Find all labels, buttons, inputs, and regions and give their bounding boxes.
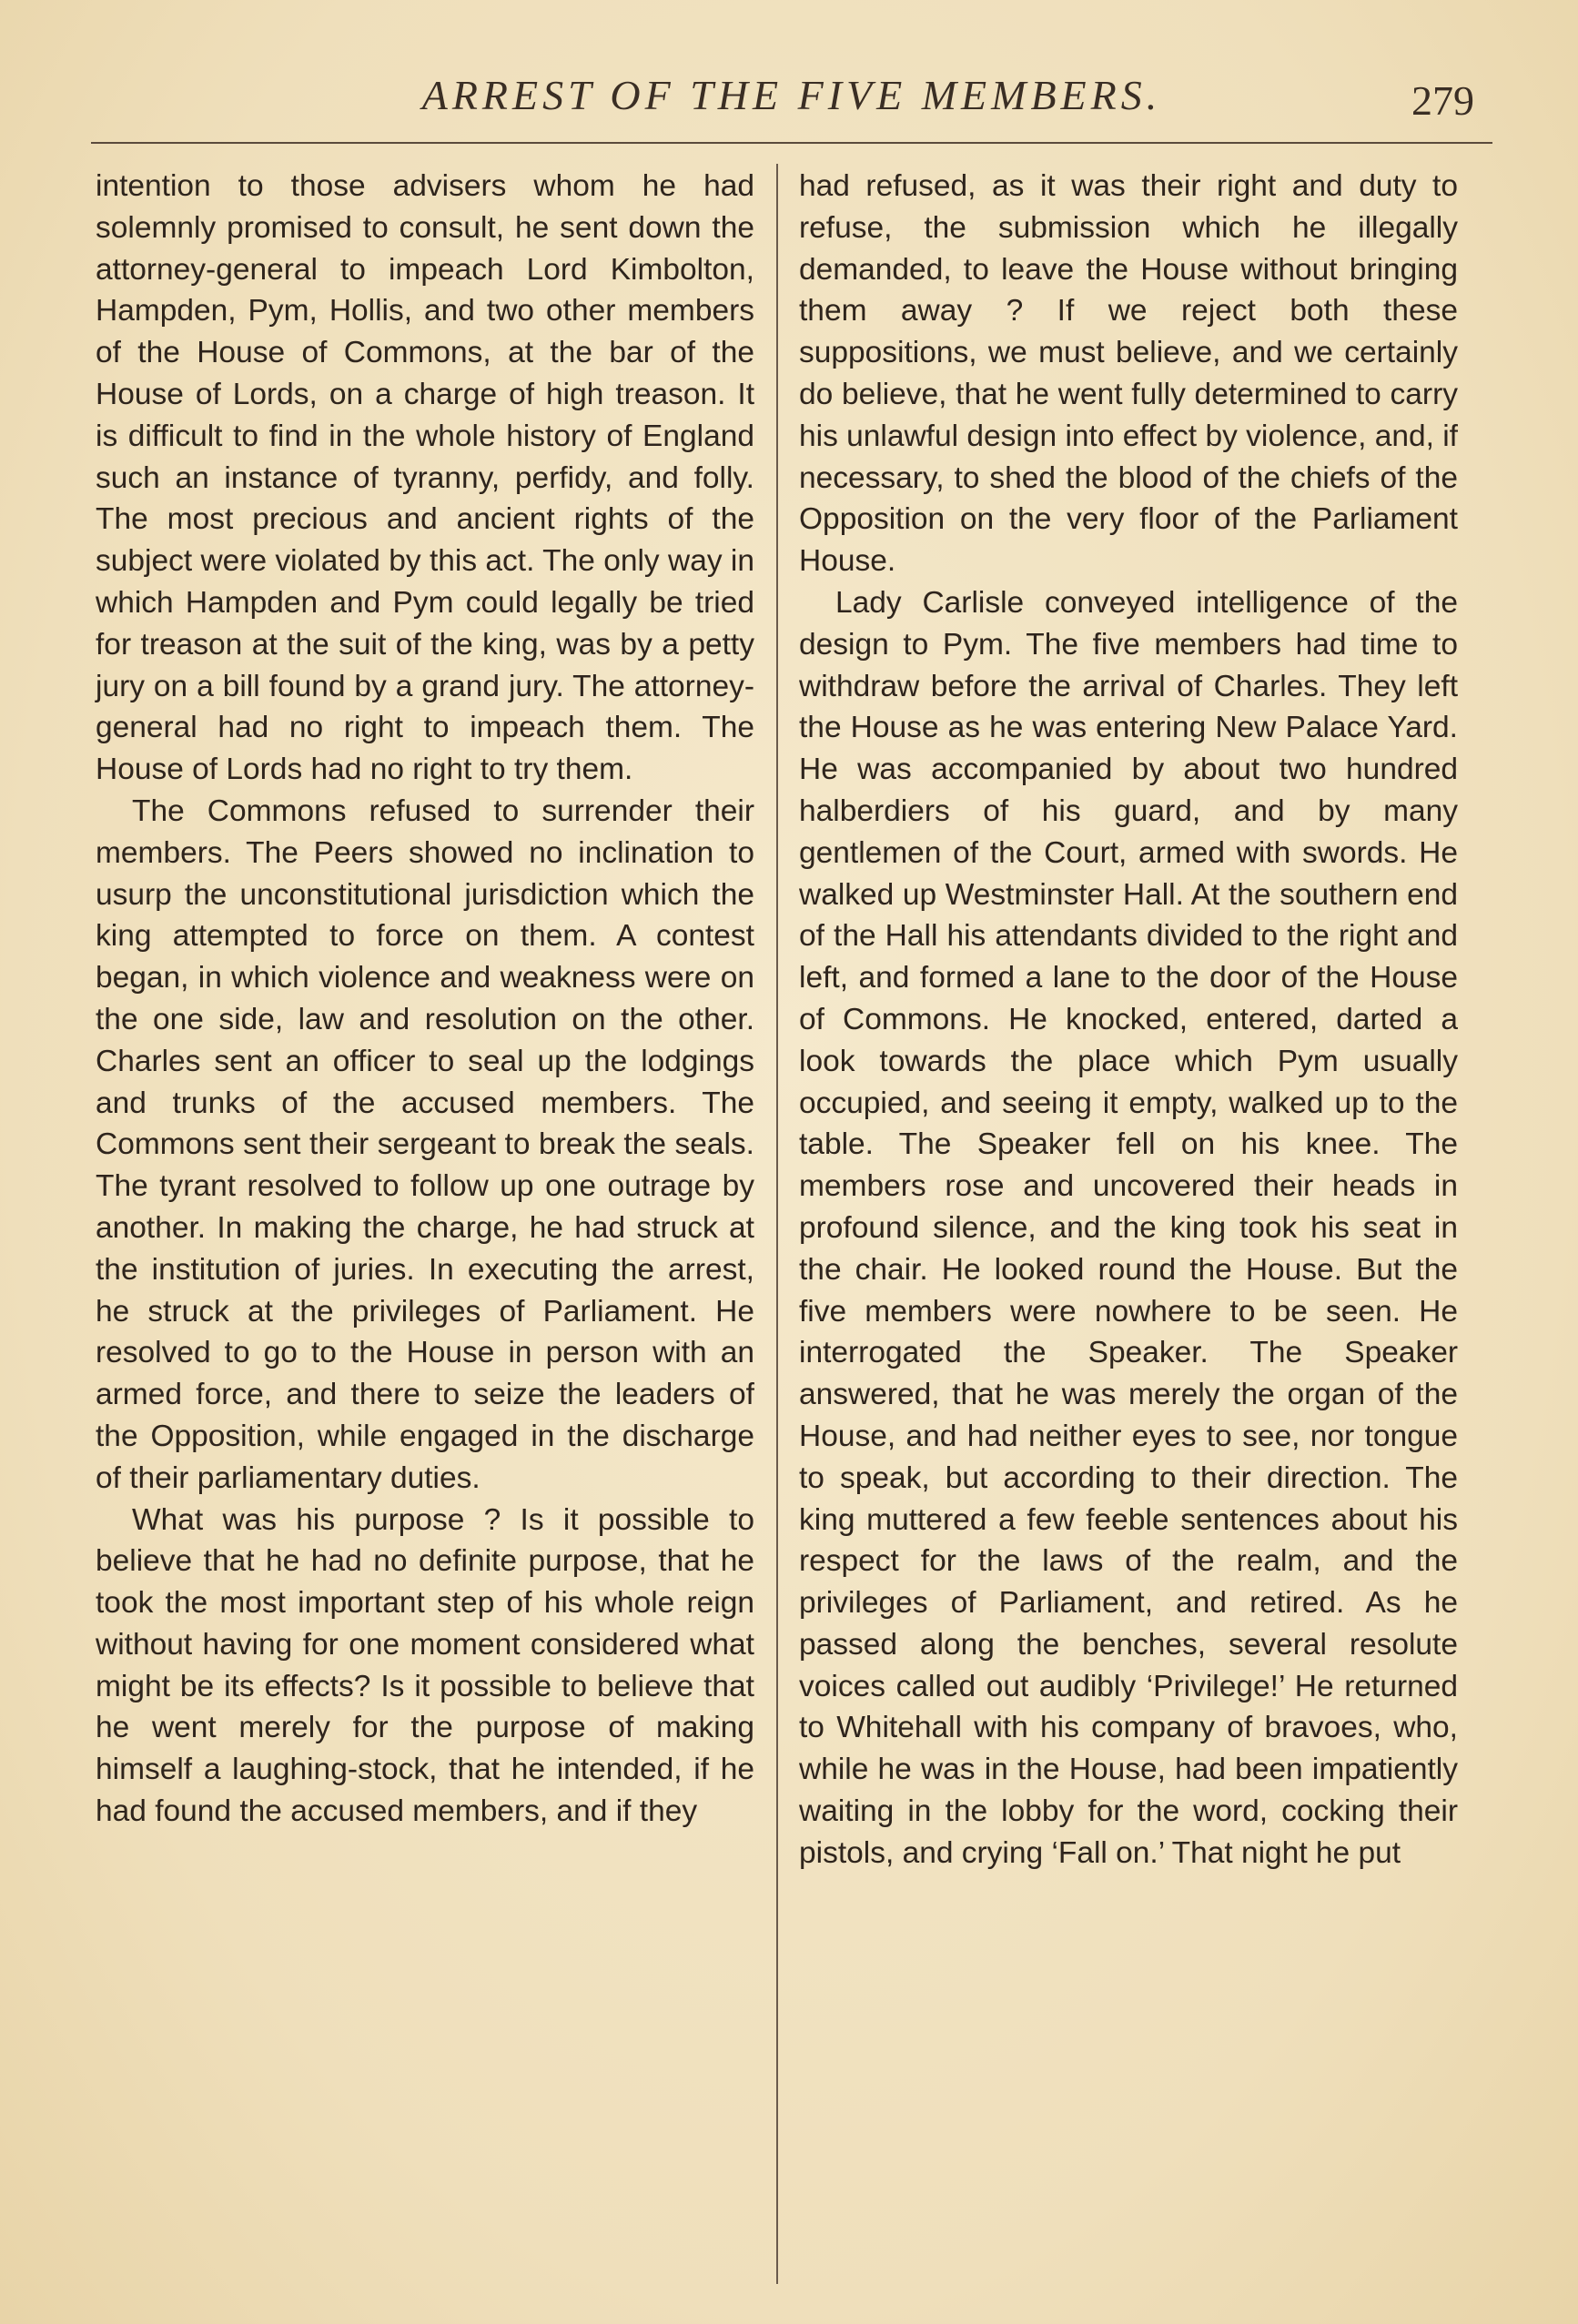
running-title: ARREST OF THE FIVE MEMBERS.: [421, 72, 1162, 118]
paragraph: intention to those advisers whom he had solemnly promised to consult, he sent down the attorney-general to impeach Lord Kimbolton, Hampden, Pym, Hollis, and two other members of the House of Commons, at the bar of the House of Lords, on a charge of high treason. It is difficult to find in the whole history of England such an instance of tyranny, perfidy, and folly. The most precious and ancient rights of the subject were violated by this act. The only way in which Hampden and Pym could legally be tried for treason at the suit of the king, was by a petty jury on a bill found by a grand jury. The attorney-general had no right to impeach them. The House of Lords had no right to try them.: [96, 169, 754, 787]
page-number: 279: [1411, 77, 1474, 124]
running-head: [91, 71, 1492, 135]
left-column: [96, 166, 754, 2286]
paragraph: The Commons refused to surrender their members. The Peers showed no inclination to usurp the unconstitutional jurisdiction which the king attempted to force on them. A contest began, in which violence and weakness were on the one side, law and resolution on the other. Charles sent an officer to seal up the lodgings and trunks of the accused members. The Commons sent their sergeant to break the seals. The tyrant resolved to follow up one outrage by another. In making the charge, he had struck at the institution of juries. In executing the arrest, he struck at the privileges of Parliament. He resolved to go to the House in person with an armed force, and there to seize the leaders of the Opposition, while engaged in the discharge of their parliamentary duties.: [96, 793, 754, 1495]
column-divider: [776, 164, 778, 2284]
header-rule: [91, 142, 1492, 144]
paragraph: Lady Carlisle conveyed intelligence of the design to Pym. The five members had time to withdraw before the arrival of Charles. They left the House as he was entering New Palace Yard. He was accompanied by about two hundred halberdiers of his guard, and by many gentlemen of the Court, armed with swords. He walked up Westminster Hall. At the southern end of the Hall his attendants divided to the right and left, and formed a lane to the door of the House of Commons. He knocked, entered, darted a look towards the place which Pym usually occupied, and seeing it empty, walked up to the table. The Speaker fell on his knee. The members rose and uncovered their heads in profound silence, and the king took his seat in the chair. He looked round the House. But the five members were nowhere to be seen. He interrogated the Speaker. The Speaker answered, that he was merely the organ of the House, and had neither eyes to see, nor tongue to speak, but according to their direction. The king muttered a few feeble sentences about his respect for the laws of the realm, and the privileges of Parliament, and retired. As he passed along the benches, several resolute voices called out audibly ‘Privilege!’ He returned to Whitehall with his company of bravoes, who, while he was in the House, had been impatiently waiting in the lobby for the word, cocking their pistols, and crying ‘Fall on.’ That night he put: [799, 585, 1458, 1870]
right-column: [799, 166, 1458, 2286]
paragraph: What was his purpose ? Is it possible to believe that he had no definite purpose, that he took the most important step of his whole reign without having for one moment considered what might be its effects? Is it possible to believe that he went merely for the purpose of making himself a laughing-stock, that he intended, if he had found the accused members, and if they: [96, 1502, 754, 1829]
paragraph: had refused, as it was their right and duty to refuse, the submission which he illegally demanded, to leave the House without bringing them away ? If we reject both these suppositions, we must believe, and we certainly do believe, that he went fully determined to carry his unlawful design into effect by violence, and, if necessary, to shed the blood of the chiefs of the Opposition on the very floor of the Parliament House.: [799, 169, 1458, 579]
